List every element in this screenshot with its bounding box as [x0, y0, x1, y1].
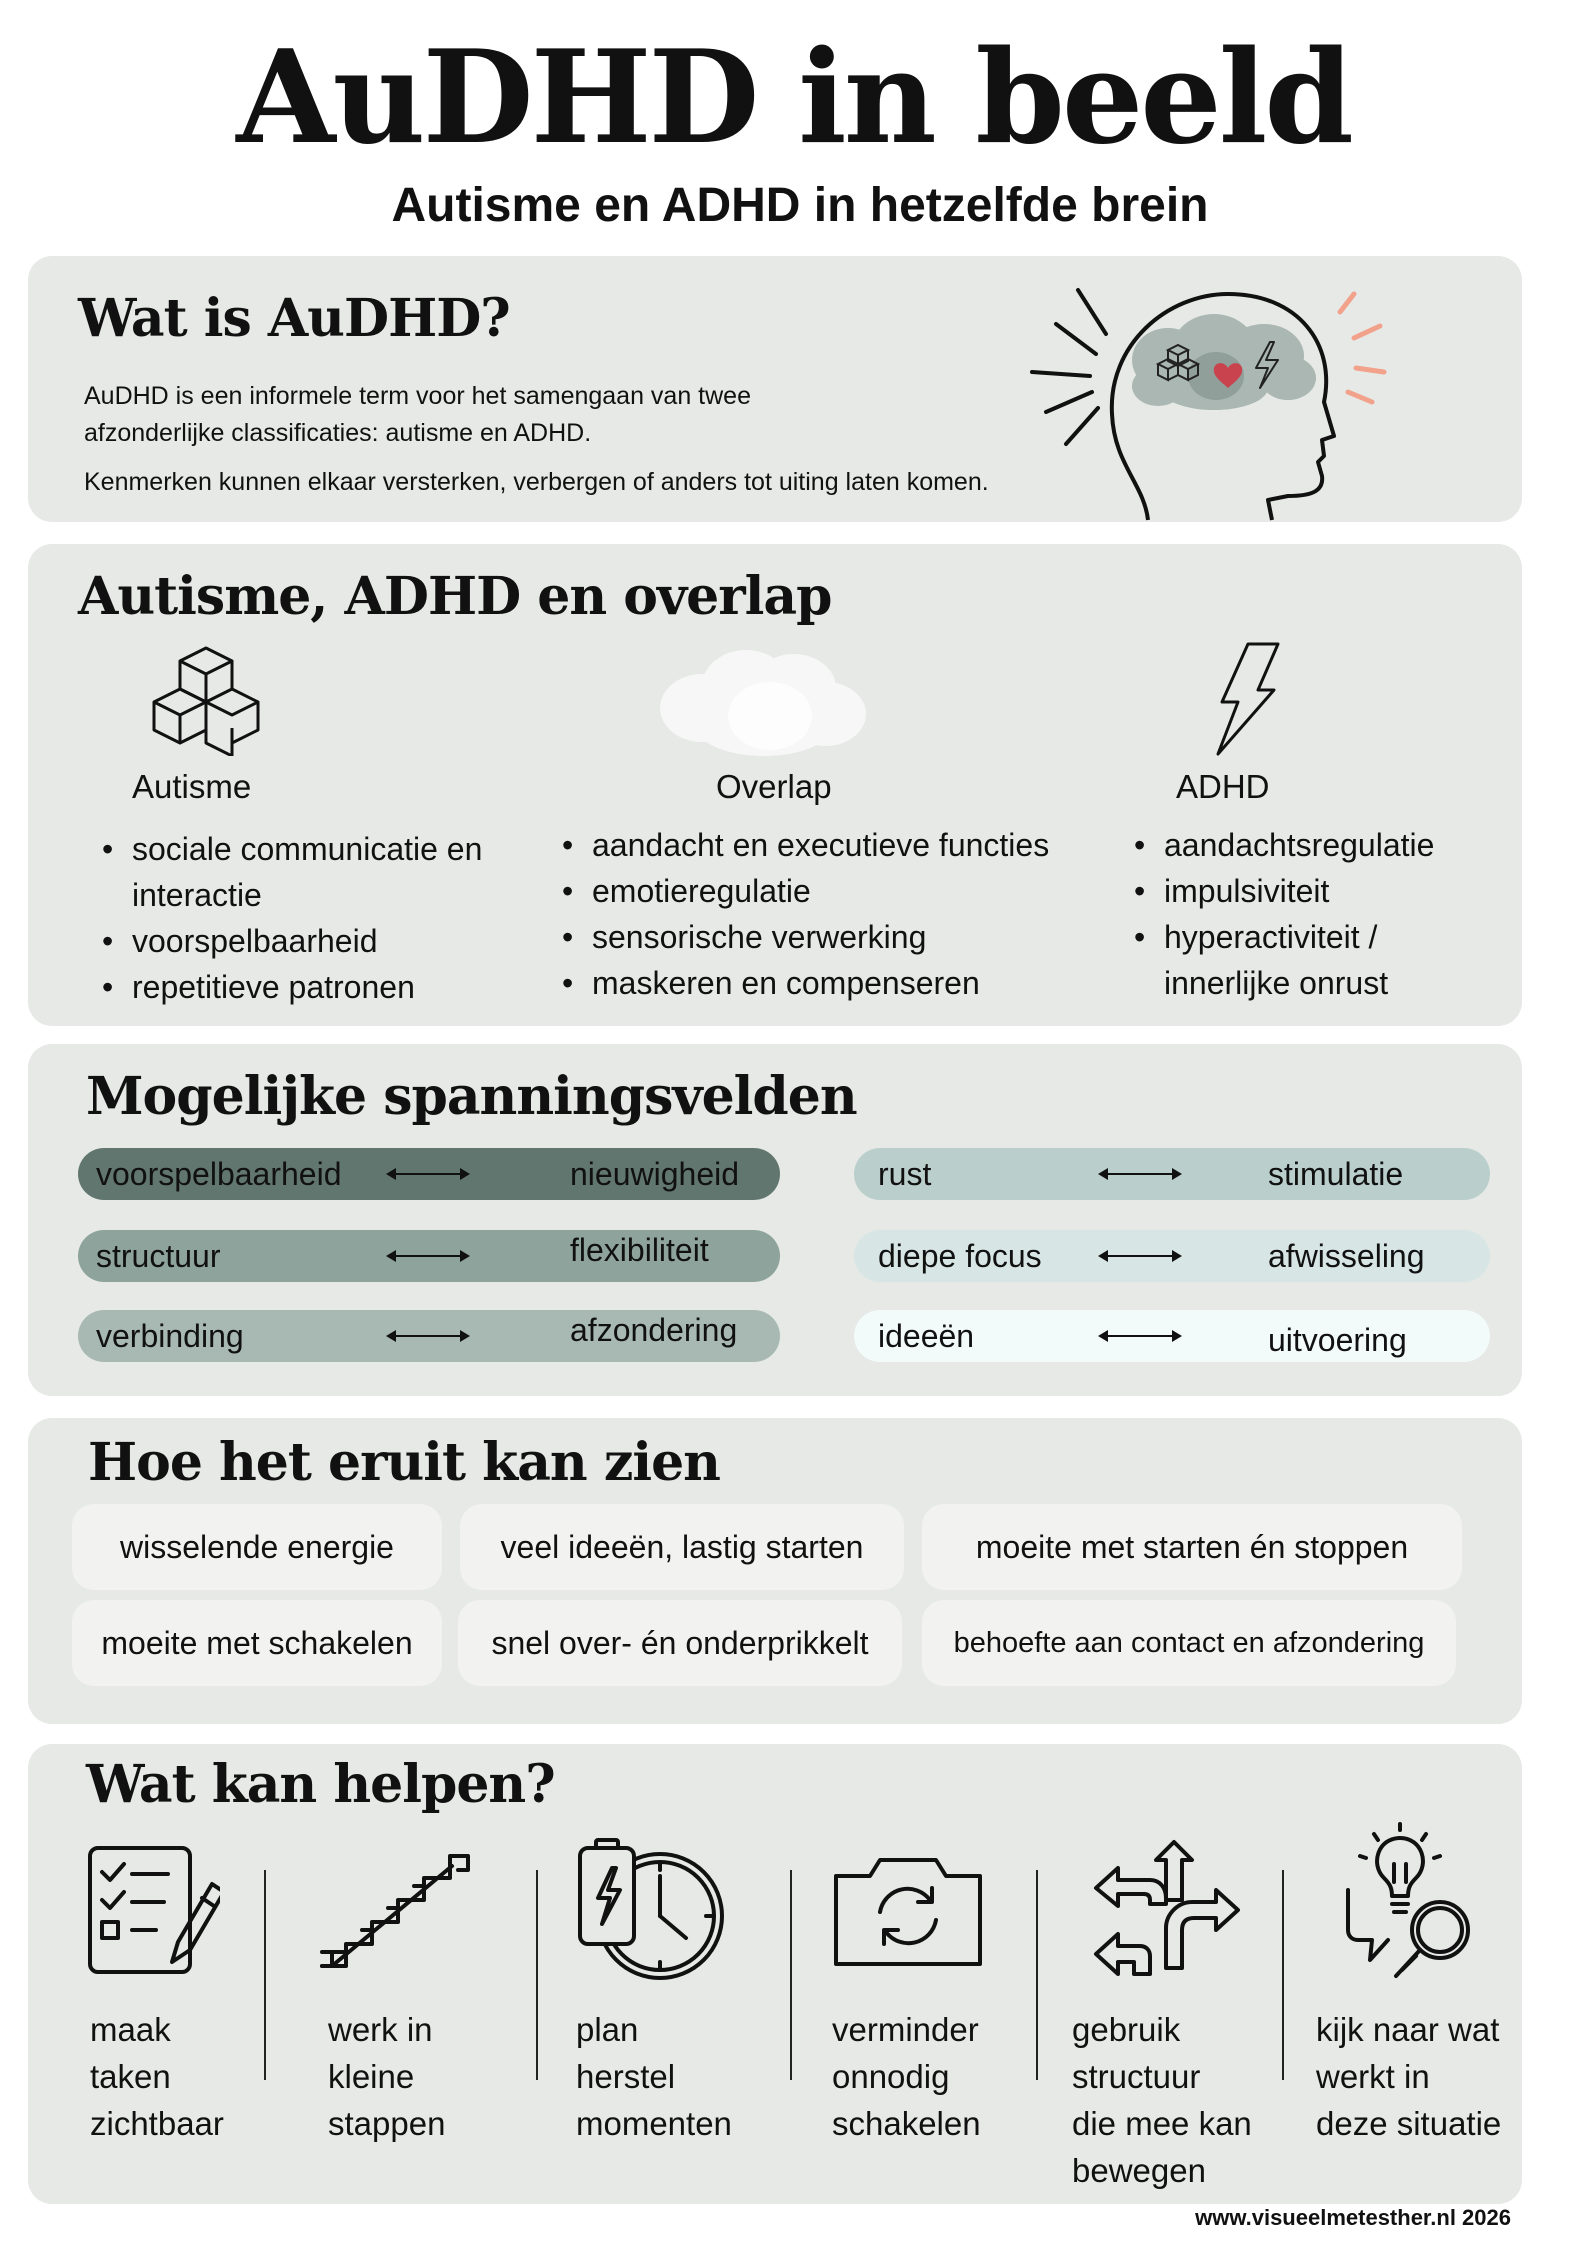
- looks-panel: [28, 1418, 1522, 1724]
- head-brain-icon: [1018, 264, 1398, 522]
- intro-panel: [28, 256, 1522, 522]
- lightbulb-search-icon: [1344, 1820, 1494, 1990]
- help-item-5: gebruik structuur die mee kan bewegen: [1072, 2011, 1252, 2189]
- help-panel: [28, 1744, 1522, 2204]
- tensions-panel: [28, 1044, 1522, 1396]
- lightning-icon: [1208, 640, 1284, 758]
- battery-clock-icon: [572, 1834, 732, 1984]
- double-arrow-icon: [1100, 1335, 1180, 1337]
- cubes-icon: [150, 644, 262, 756]
- tension-pill: verbinding afzondering: [78, 1310, 780, 1362]
- help-item-6: kijk naar wat werkt in deze situatie: [1316, 2011, 1502, 2142]
- double-arrow-icon: [388, 1335, 468, 1337]
- chip: wisselende energie: [72, 1504, 442, 1590]
- page-subtitle: Autisme en ADHD in hetzelfde brein: [391, 179, 1209, 232]
- list-item: • impulsiviteit: [1134, 868, 1434, 914]
- chip: moeite met starten én stoppen: [922, 1504, 1462, 1590]
- double-arrow-icon: [388, 1255, 468, 1257]
- list-item: • repetitieve patronen: [102, 964, 482, 1010]
- arrows-directions-icon: [1088, 1834, 1248, 1984]
- intro-line-2: afzonderlijke classificaties: autisme en ADHD.: [84, 419, 592, 447]
- tension-pill: voorspelbaarheid nieuwigheid: [78, 1148, 780, 1200]
- double-arrow-icon: [1100, 1255, 1180, 1257]
- help-item-1: maak taken zichtbaar: [90, 2011, 224, 2142]
- overlap-list: [562, 822, 1049, 1006]
- chip: veel ideeën, lastig starten: [460, 1504, 904, 1590]
- intro-line-1: AuDHD is een informele term voor het samengaan van twee: [84, 382, 751, 410]
- tensions-title: Mogelijke spanningsvelden: [86, 1066, 857, 1127]
- cloud-icon: [654, 644, 870, 762]
- help-title: Wat kan helpen?: [86, 1754, 555, 1815]
- list-item: • sociale communicatie en interactie: [102, 826, 482, 918]
- autisme-list: [102, 826, 482, 1010]
- list-item: • hyperactiviteit / innerlijke onrust: [1134, 914, 1434, 1006]
- col-head-adhd: ADHD: [1176, 768, 1270, 805]
- list-item: • aandachtsregulatie: [1134, 822, 1434, 868]
- checklist-icon: [84, 1842, 220, 1978]
- intro-title: Wat is AuDHD?: [78, 288, 510, 349]
- tension-pill: diepe focus afwisseling: [854, 1230, 1490, 1282]
- chip: snel over- én onderprikkelt: [458, 1600, 902, 1686]
- list-item: • sensorische verwerking: [562, 914, 1049, 960]
- overlap-title: Autisme, ADHD en overlap: [78, 566, 832, 627]
- camera-switch-icon: [828, 1850, 988, 1972]
- stairs-icon: [314, 1840, 474, 1980]
- tension-pill: structuur flexibiliteit: [78, 1230, 780, 1282]
- list-item: • emotieregulatie: [562, 868, 1049, 914]
- help-item-3: plan herstel momenten: [576, 2011, 732, 2142]
- footer-credit: www.visueelmetesther.nl 2026: [1195, 2205, 1511, 2230]
- overlap-panel: [28, 544, 1522, 1026]
- double-arrow-icon: [1100, 1173, 1180, 1175]
- col-head-overlap: Overlap: [716, 768, 832, 805]
- double-arrow-icon: [388, 1173, 468, 1175]
- list-item: • aandacht en executieve functies: [562, 822, 1049, 868]
- col-head-autisme: Autisme: [132, 768, 252, 805]
- help-item-4: verminder onnodig schakelen: [832, 2011, 981, 2142]
- list-item: • maskeren en compenseren: [562, 960, 1049, 1006]
- chip: moeite met schakelen: [72, 1600, 442, 1686]
- chip: behoefte aan contact en afzondering: [922, 1600, 1456, 1686]
- tension-pill: rust stimulatie: [854, 1148, 1490, 1200]
- intro-line-3: Kenmerken kunnen elkaar versterken, verbergen of anders tot uiting laten komen.: [84, 468, 989, 496]
- page-title: AuDHD in beeld: [236, 23, 1351, 173]
- list-item: • voorspelbaarheid: [102, 918, 482, 964]
- looks-title: Hoe het eruit kan zien: [88, 1432, 720, 1493]
- tension-pill: ideeën uitvoering: [854, 1310, 1490, 1362]
- help-item-2: werk in kleine stappen: [328, 2011, 446, 2142]
- adhd-list: [1134, 822, 1434, 1006]
